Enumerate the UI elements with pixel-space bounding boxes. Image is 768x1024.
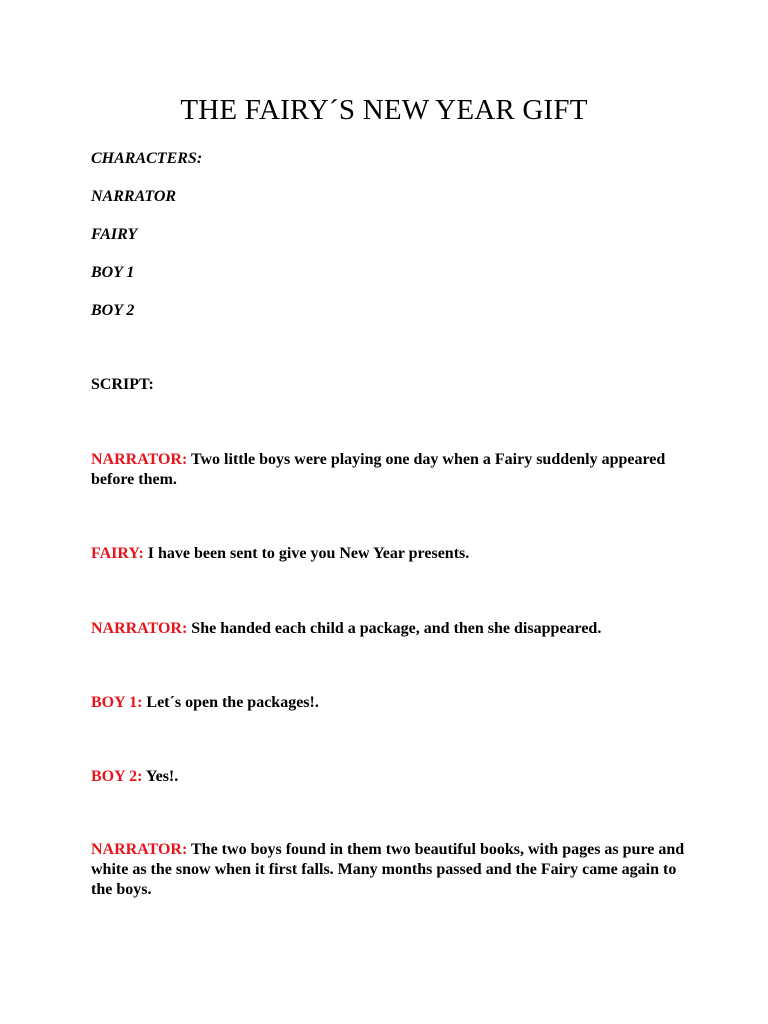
line-text: The two boys found in them two beautiful books, with pages as pure and white as the snow when it first falls. Many months passed and the Fairy came again to the boys. [91,841,685,898]
character-boy-2: BOY 2 [91,302,135,319]
script-line [91,544,691,564]
speaker-label: NARRATOR: [91,841,188,858]
script-line [91,450,691,490]
script-line [91,767,691,787]
document-title: THE FAIRY´S NEW YEAR GIFT [180,94,588,126]
script-line [91,693,691,713]
speaker-label: BOY 2: [91,768,143,785]
script-line [91,619,691,639]
character-narrator: NARRATOR [91,188,177,205]
speaker-label: BOY 1: [91,694,143,711]
character-boy-1: BOY 1 [91,264,135,281]
characters-heading: CHARACTERS: [91,150,203,167]
line-text: She handed each child a package, and then she disappeared. [187,620,602,637]
speaker-label: FAIRY: [91,545,144,562]
character-fairy: FAIRY [91,226,138,243]
speaker-label: NARRATOR: [91,451,188,468]
line-text: Yes!. [142,768,179,785]
line-text: I have been sent to give you New Year presents. [143,545,470,562]
script-line [91,840,691,900]
script-heading: SCRIPT: [91,376,154,393]
line-text: Let´s open the packages!. [142,694,319,711]
line-text: Two little boys were playing one day when a Fairy suddenly appeared before them. [91,451,666,488]
speaker-label: NARRATOR: [91,620,188,637]
